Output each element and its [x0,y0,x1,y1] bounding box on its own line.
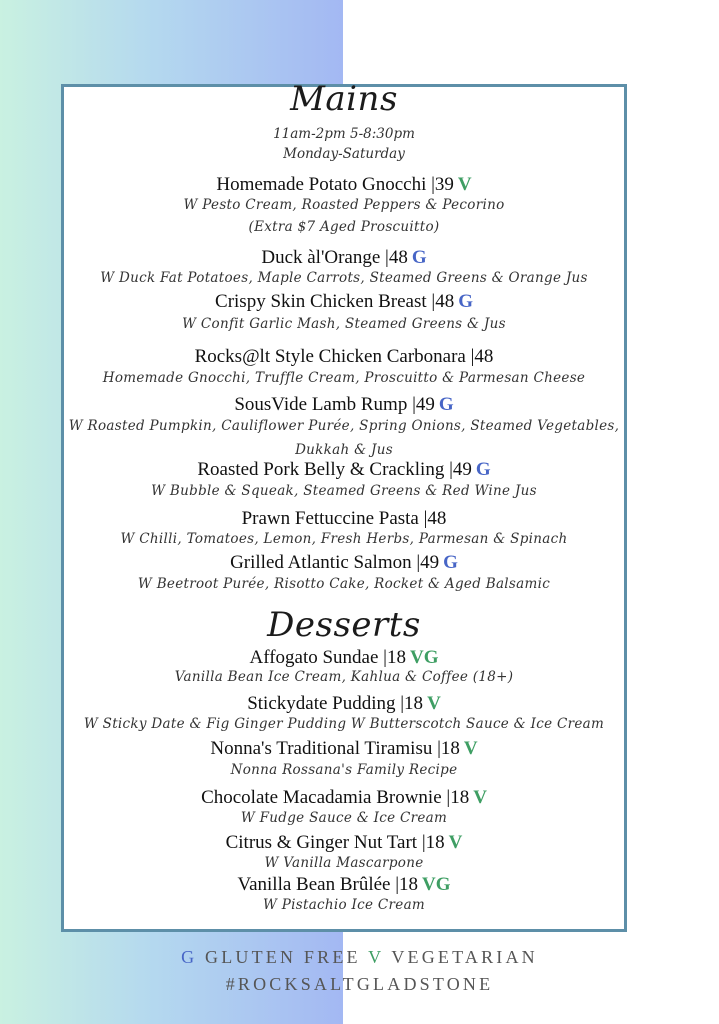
dietary-badge: G [411,247,427,268]
menu-item-description: W Pistachio Ice Cream [262,897,426,913]
menu-item-name [64,459,624,481]
dietary-badge: G [443,552,458,573]
menu-item-title: Citrus & Ginger Nut Tart |18 [225,832,445,853]
menu-item-description: W Roasted Pumpkin, Cauliflower Purée, Spring Onions, Steamed Vegetables, [68,418,620,434]
menu-item-title: Crispy Skin Chicken Breast |48 [215,291,455,312]
menu-item-description-extra: Dukkah & Jus [295,442,393,458]
menu-item-name [64,247,624,269]
menu-item-name [64,832,624,854]
gluten-free-label: GLUTEN FREE [205,947,361,967]
vegetarian-label: VEGETARIAN [391,947,538,967]
mains-hours: 11am-2pm 5-8:30pm [273,126,415,142]
menu-item-title: Affogato Sundae |18 [249,647,406,668]
menu-item-title: Stickydate Pudding |18 [247,693,424,714]
dietary-badge: VG [422,874,451,895]
menu-item-name [64,508,624,530]
dietary-badge: V [457,174,472,195]
menu-item-title: Roasted Pork Belly & Crackling |49 [197,459,472,480]
menu-item-name [64,874,624,896]
menu-item-name [64,291,624,313]
menu-item-title: SousVide Lamb Rump |49 [234,394,435,415]
menu-item-description: Vanilla Bean Ice Cream, Kahlua & Coffee (18+) [174,669,514,685]
menu-item-name [64,394,624,416]
menu-item-name [64,174,624,196]
hashtag: #ROCKSALTGLADSTONE [225,974,494,994]
dietary-badge: G [475,459,491,480]
menu-item-title: Nonna's Traditional Tiramisu |18 [210,738,460,759]
menu-item-title: Grilled Atlantic Salmon |49 [230,552,440,573]
menu-item-description-extra: (Extra $7 Aged Proscuitto) [248,219,440,235]
menu-item-name [64,552,624,574]
dietary-badge: V [463,738,478,759]
menu-item-description: Nonna Rossana's Family Recipe [230,762,458,778]
menu-item-description: W Vanilla Mascarpone [264,855,424,871]
menu-item-title: Rocks@lt Style Chicken Carbonara |48 [194,346,494,367]
gluten-free-letter: G [181,947,198,967]
menu-item-name [64,346,624,368]
menu-item-description: W Pesto Cream, Roasted Peppers & Pecorino [183,197,505,213]
menu-item-description: W Bubble & Squeak, Steamed Greens & Red Wine Jus [151,483,537,499]
dietary-badge: V [448,832,463,853]
menu-item-title: Chocolate Macadamia Brownie |18 [201,787,470,808]
dietary-badge: V [473,787,487,808]
vegetarian-letter: V [368,947,384,967]
dietary-badge: VG [409,647,439,668]
menu-item-title: Homemade Potato Gnocchi |39 [216,174,454,195]
menu-item-name [64,647,624,669]
menu-item-name [64,738,624,760]
menu-item-title: Prawn Fettuccine Pasta |48 [241,508,447,529]
menu-card [61,79,627,932]
menu-item-description: W Duck Fat Potatoes, Maple Carrots, Steamed Greens & Orange Jus [100,270,588,286]
menu-item-title: Duck àl'Orange |48 [261,247,408,268]
menu-item-title: Vanilla Bean Brûlée |18 [237,874,419,895]
dietary-badge: V [427,693,441,714]
dietary-badge: G [458,291,473,312]
mains-days: Monday-Saturday [283,146,405,162]
dietary-badge: G [438,394,454,415]
menu-item-description: W Beetroot Purée, Risotto Cake, Rocket & Aged Balsamic [137,576,551,592]
desserts-title: Desserts [267,605,421,645]
menu-item-description: W Chilli, Tomatoes, Lemon, Fresh Herbs, Parmesan & Spinach [120,531,568,547]
menu-item-description: W Sticky Date & Fig Ginger Pudding W Butterscotch Sauce & Ice Cream [83,716,605,732]
menu-item-description: W Fudge Sauce & Ice Cream [240,810,448,826]
mains-title: Mains [290,79,398,119]
menu-item-description: W Confit Garlic Mash, Steamed Greens & Jus [182,316,506,332]
menu-item-name [64,787,624,809]
menu-item-name [64,693,624,715]
dietary-legend [0,947,719,968]
menu-item-description: Homemade Gnocchi, Truffle Cream, Proscuitto & Parmesan Cheese [102,370,586,386]
